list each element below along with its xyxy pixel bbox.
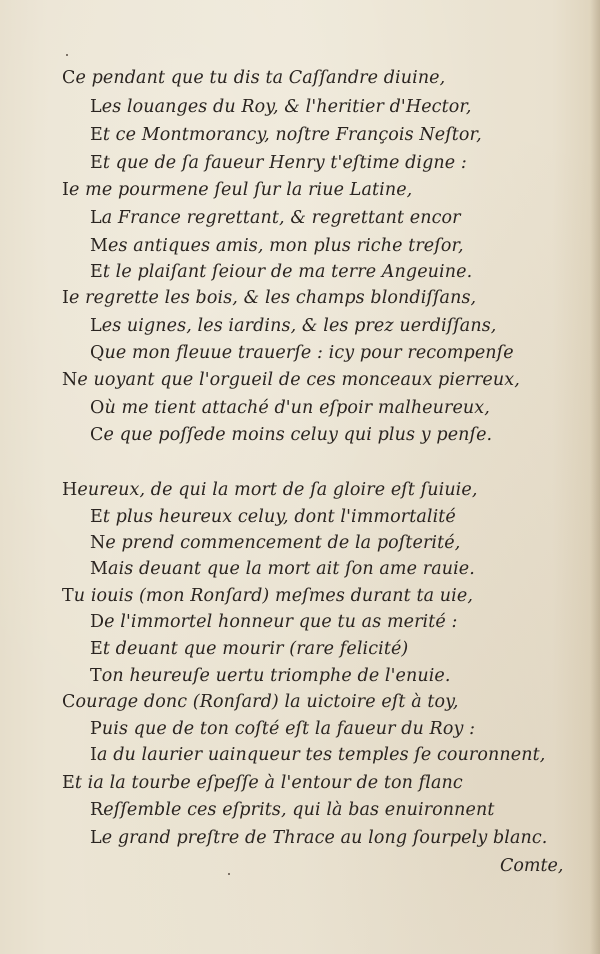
verse-line: Les louanges du Roy, & l'heritier d'Hector,	[90, 97, 472, 117]
verse-line: Ce que poſſede moins celuy qui plus y penſe.	[90, 425, 493, 445]
verse-line: Mais deuant que la mort ait ſon ame rauie.	[90, 559, 475, 579]
verse-line: Et plus heureux celuy, dont l'immortalité	[90, 507, 456, 527]
verse-line: Les uignes, les iardins, & les prez uerdiſſans,	[90, 316, 497, 336]
catchword: Comte,	[500, 856, 564, 876]
verse-line: De l'immortel honneur que tu as merité :	[90, 612, 458, 632]
verse-line: Courage donc (Ronſard) la uictoire eſt à toy,	[62, 692, 459, 712]
verse-line: Et le plaiſant ſeiour de ma terre Angeuine.	[90, 262, 473, 282]
ink-speck	[228, 873, 230, 875]
verse-line: Puis que de ton coſté eſt la faueur du Roy :	[90, 719, 476, 739]
verse-line: Ne uoyant que l'orgueil de ces monceaux pierreux,	[62, 370, 520, 390]
verse-line: Ne prend commencement de la poſterité,	[90, 533, 461, 553]
verse-line: Que mon fleuue trauerſe : icy pour recompenſe	[90, 343, 514, 363]
verse-line: Ie regrette les bois, & les champs blondiſſans,	[62, 288, 477, 308]
verse-line: Heureux, de qui la mort de ſa gloire eſt ſuiuie,	[62, 480, 478, 500]
verse-line: Ia du laurier uainqueur tes temples ſe couronnent,	[90, 745, 546, 765]
verse-line: Mes antiques amis, mon plus riche treſor,	[90, 236, 464, 256]
verse-line: Et ia la tourbe eſpeſſe à l'entour de ton flanc	[62, 773, 463, 793]
page-edge-shadow	[590, 0, 600, 954]
verse-line: Ie me pourmene ſeul ſur la riue Latine,	[62, 180, 413, 200]
verse-line: La France regrettant, & regrettant encor	[90, 208, 461, 228]
verse-line: Et que de ſa faueur Henry t'eſtime digne :	[90, 153, 467, 173]
verse-line: Et ce Montmorancy, noſtre François Neſtor,	[90, 125, 482, 145]
verse-line: Ton heureuſe uertu triomphe de l'enuie.	[90, 666, 451, 686]
verse-line: Reſſemble ces eſprits, qui là bas enuironnent	[90, 800, 495, 820]
verse-line: Ce pendant que tu dis ta Caſſandre diuine,	[62, 68, 446, 88]
verse-line: Tu iouis (mon Ronſard) meſmes durant ta uie,	[62, 586, 473, 606]
verse-line: Le grand preſtre de Thrace au long ſourpely blanc.	[90, 828, 548, 848]
ink-speck	[66, 54, 68, 56]
verse-line: Et deuant que mourir (rare felicité)	[90, 639, 409, 659]
verse-line: Où me tient attaché d'un eſpoir malheureux,	[90, 398, 490, 418]
